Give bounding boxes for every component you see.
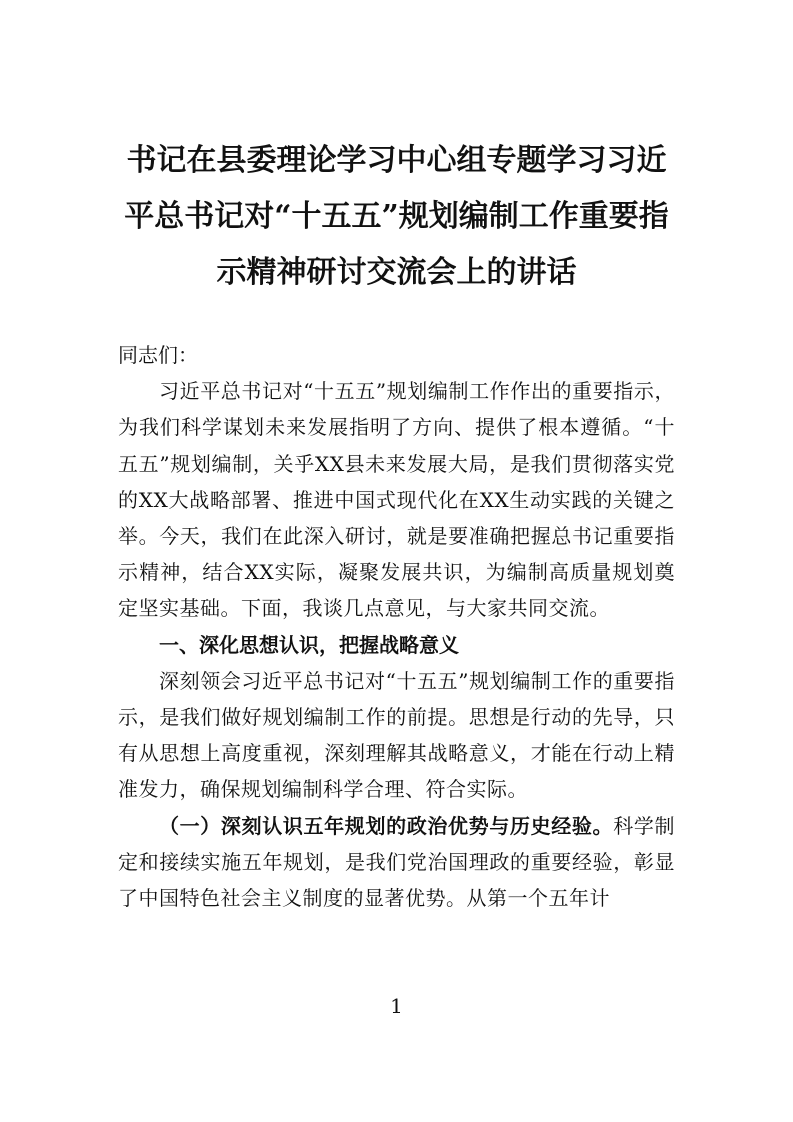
title-line-1: 书记在县委理论学习中心组专题学习习近 — [126, 143, 667, 178]
title-line-2: 平总书记对“十五五”规划编制工作重要指 — [124, 199, 669, 234]
subsection-1-text: 科学制定和接续实施五年规划，是我们党治国理政的重要经验，彰显了中国特色社会主义制度的显著优势。从第一个五年计 — [118, 813, 676, 911]
section-1-paragraph: 深刻领会习近平总书记对“十五五”规划编制工作的重要指示，是我们做好规划编制工作的前提。思想是行动的先导，只有从思想上高度重视，深刻理解其战略意义，才能在行动上精准发力，确保规划编制科学合理、符合实际。 — [118, 668, 675, 802]
section-heading-1: 一、深化思想认识，把握战略意义 — [159, 632, 459, 657]
salutation: 同志们： — [118, 343, 198, 367]
intro-paragraph: 习近平总书记对“十五五”规划编制工作作出的重要指示，为我们科学谋划未来发展指明了方向、提供了根本遵循。“十五五”规划编制，关乎XX县未来发展大局，是我们贯彻落实党的XX大战略部署、推进中国式现代化在XX生动实践的关键之举。今天，我们在此深入研讨，就是要准确把握总书记重要指示精神，结合XX实际，凝聚发展共识，为编制高质量规划奠定坚实基础。下面，我谈几点意见，与大家共同交流。 — [118, 379, 675, 621]
title-line-3: 示精神研讨交流会上的讲话 — [216, 255, 577, 290]
document-title — [118, 133, 675, 301]
subsection-heading-1: （一）深刻认识五年规划的政治优势与历史经验。 — [159, 813, 614, 838]
page-number: 1 — [390, 994, 403, 1018]
document-body — [118, 337, 675, 916]
subsection-1-paragraph — [118, 808, 675, 917]
